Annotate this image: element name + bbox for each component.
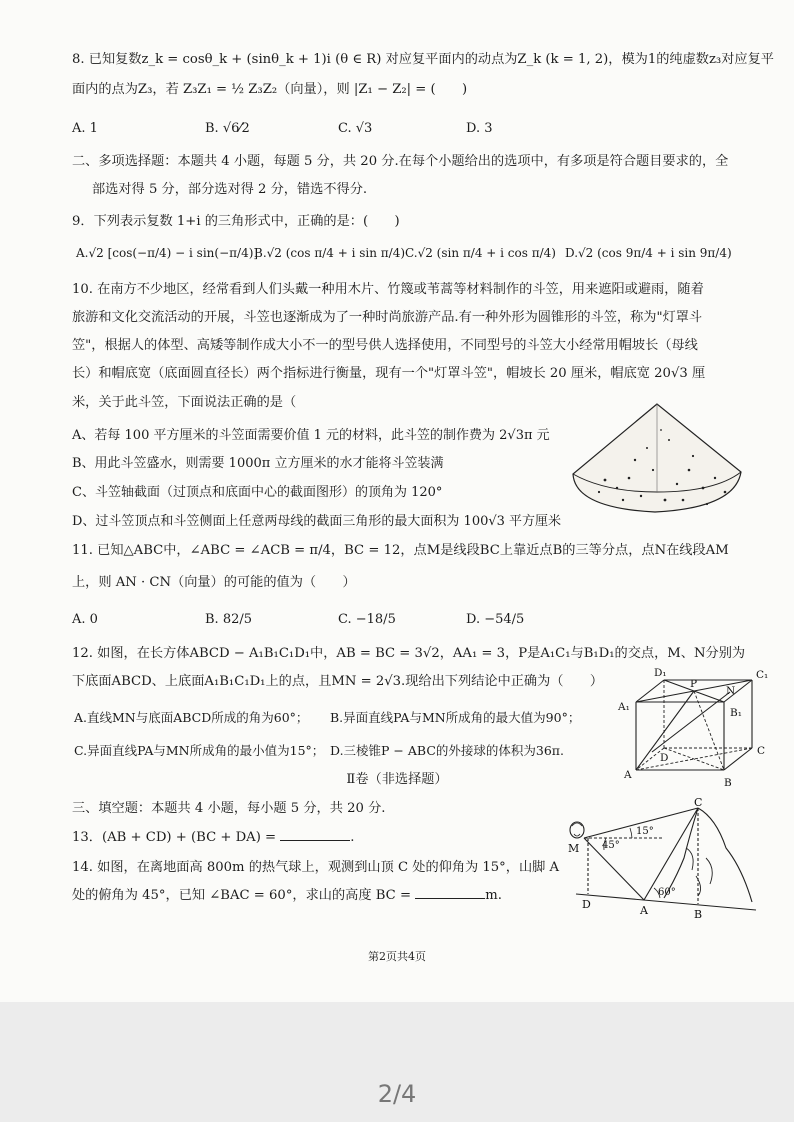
q10-option-b: B、用此斗笠盛水，则需要 1000π 立方厘米的水才能将斗笠装满	[72, 456, 444, 471]
fig14-label-b: B	[694, 908, 703, 921]
q8-option-c: C. √3	[338, 121, 373, 136]
q14-line1: 14. 如图，在离地面高 800m 的热气球上，观测到山顶 C 处的仰角为 15°，山脚 A	[72, 860, 560, 875]
fig12-label-c1: C₁	[756, 669, 769, 681]
page-indicator: 2/4	[377, 1080, 417, 1108]
q9-stem: 9．下列表示复数 1+i 的三角形式中，正确的是：( )	[72, 214, 400, 229]
q13-expression: 13．(AB + CD) + (BC + DA) =	[72, 830, 277, 845]
q13-answer-blank	[280, 828, 350, 841]
q12-line2: 下底面ABCD、上底面A₁B₁C₁D₁上的点，且MN = 2√3.现给出下列结论中正确为（ ）	[72, 674, 604, 689]
q11-option-a: A. 0	[72, 612, 98, 627]
fig12-label-d1: D₁	[654, 667, 667, 679]
q13-tail: .	[350, 830, 355, 845]
section2-heading: 二、多项选择题：本题共 4 小题，每题 5 分，共 20 分.在每个小题给出的选项中，有多项是符合题目要求的，全	[72, 154, 729, 169]
q8-option-d: D. 3	[466, 121, 493, 136]
section3-heading: 三、填空题：本题共 4 小题，每小题 5 分，共 20 分.	[72, 801, 386, 816]
fig12-label-p: P	[690, 678, 698, 690]
q11-line1: 11. 已知△ABC中，∠ABC = ∠ACB = π/4，BC = 12，点M是线段BC上靠近点B的三等分点，点N在线段AM	[72, 543, 729, 558]
fig12-label-d: D	[660, 752, 669, 764]
q10-line1: 10. 在南方不少地区，经常看到人们头戴一种用木片、竹篾或苇蒿等材料制作的斗笠，用来遮阳或避雨，随着	[72, 282, 704, 297]
q12-option-c: C.异面直线PA与MN所成角的最小值为15°；	[74, 743, 325, 758]
fig12-label-a: A	[624, 769, 632, 781]
fig12-label-c: C	[757, 745, 766, 757]
q8-line2: 面内的点为Z₃，若 Z₃Z₁ = ½ Z₃Z₂（向量），则 |Z₁ − Z₂| = ( )	[72, 82, 468, 97]
fig14-label-m: M	[568, 842, 580, 855]
q14-answer-blank	[415, 886, 485, 899]
q8-line1: 8. 已知复数z_k = cosθ_k + (sinθ_k + 1)i (θ ∈ R) 对应复平面内的动点为Z_k (k = 1, 2)，模为1的纯虚数z₃对应复平	[72, 52, 774, 67]
q9-option-d: D.√2 (cos 9π/4 + i sin 9π/4)	[565, 246, 732, 260]
q14-stem: 处的俯角为 45°，已知 ∠BAC = 60°，求山的高度 BC =	[72, 888, 412, 903]
page-footer: 第2页共4页	[368, 950, 426, 963]
q13-stem	[72, 828, 355, 848]
cone-hat-figure	[565, 400, 745, 520]
q10-option-a: A、若每 100 平方厘米的斗笠面需要价值 1 元的材料，此斗笠的制作费为 2√3π 元	[72, 428, 550, 443]
q14-line2	[72, 886, 502, 906]
q14-tail: m.	[485, 888, 502, 903]
balloon-mountain-figure	[566, 798, 766, 922]
q11-line2: 上，则 AN · CN（向量）的可能的值为（ ）	[72, 575, 356, 590]
fig14-angle-15: 15°	[636, 826, 654, 837]
fig12-label-n: N	[726, 685, 736, 697]
q10-option-c: C、斗笠轴截面（过顶点和底面中心的截面图形）的顶角为 120°	[72, 485, 443, 500]
fig14-label-c: C	[694, 798, 703, 809]
fig12-label-b1: B₁	[730, 707, 742, 719]
q8-option-b: B. √6⁄2	[205, 121, 250, 136]
q9-option-b: B.√2 (cos π/4 + i sin π/4)	[254, 246, 406, 260]
q12-option-a: A.直线MN与底面ABCD所成的角为60°；	[74, 710, 309, 725]
q10-line3: 笠"，根据人的体型、高矮等制作成大小不一的型号供人选择使用，不同型号的斗笠大小经常用帽坡长（母线	[72, 338, 698, 353]
q10-line2: 旅游和文化交流活动的开展，斗笠也逐渐成为了一种时尚旅游产品.有一种外形为圆锥形的斗笠，称为"灯罩斗	[72, 310, 703, 325]
q9-option-a: A.√2 [cos(−π/4) − i sin(−π/4)]	[76, 246, 259, 260]
fig12-label-b: B	[724, 777, 732, 789]
q11-option-d: D. −54/5	[466, 612, 525, 627]
q11-option-b: B. 82/5	[205, 612, 253, 627]
section2-scoring: 部选对得 5 分，部分选对得 2 分，错选不得分.	[92, 182, 368, 197]
q12-option-d: D.三棱锥P − ABC的外接球的体积为36π.	[330, 743, 564, 758]
q12-line1: 12. 如图，在长方体ABCD − A₁B₁C₁D₁中，AB = BC = 3√2，AA₁ = 3，P是A₁C₁与B₁D₁的交点，M、N分别为	[72, 646, 746, 661]
fig14-angle-45: 45°	[602, 840, 620, 851]
q9-option-c: C.√2 (sin π/4 + i cos π/4)	[405, 246, 556, 260]
q12-option-b: B.异面直线PA与MN所成角的最大值为90°；	[330, 710, 581, 725]
fig14-label-d: D	[582, 898, 591, 911]
fig14-label-a: A	[640, 904, 648, 917]
fig12-label-a1: A₁	[618, 701, 630, 713]
q10-option-d: D、过斗笠顶点和斗笠侧面上任意两母线的截面三角形的最大面积为 100√3 平方厘米	[72, 514, 562, 529]
q10-line4: 长）和帽底宽（底面圆直径长）两个指标进行衡量，现有一个"灯罩斗笠"，帽坡长 20 厘米，帽底宽 20√3 厘	[72, 366, 706, 381]
q10-line5: 米，关于此斗笠，下面说法正确的是（	[72, 395, 297, 410]
q8-option-a: A. 1	[72, 121, 98, 136]
fig14-angle-60: 60°	[658, 887, 676, 898]
q11-option-c: C. −18/5	[338, 612, 396, 627]
part2-title: Ⅱ卷（非选择题）	[346, 772, 448, 787]
